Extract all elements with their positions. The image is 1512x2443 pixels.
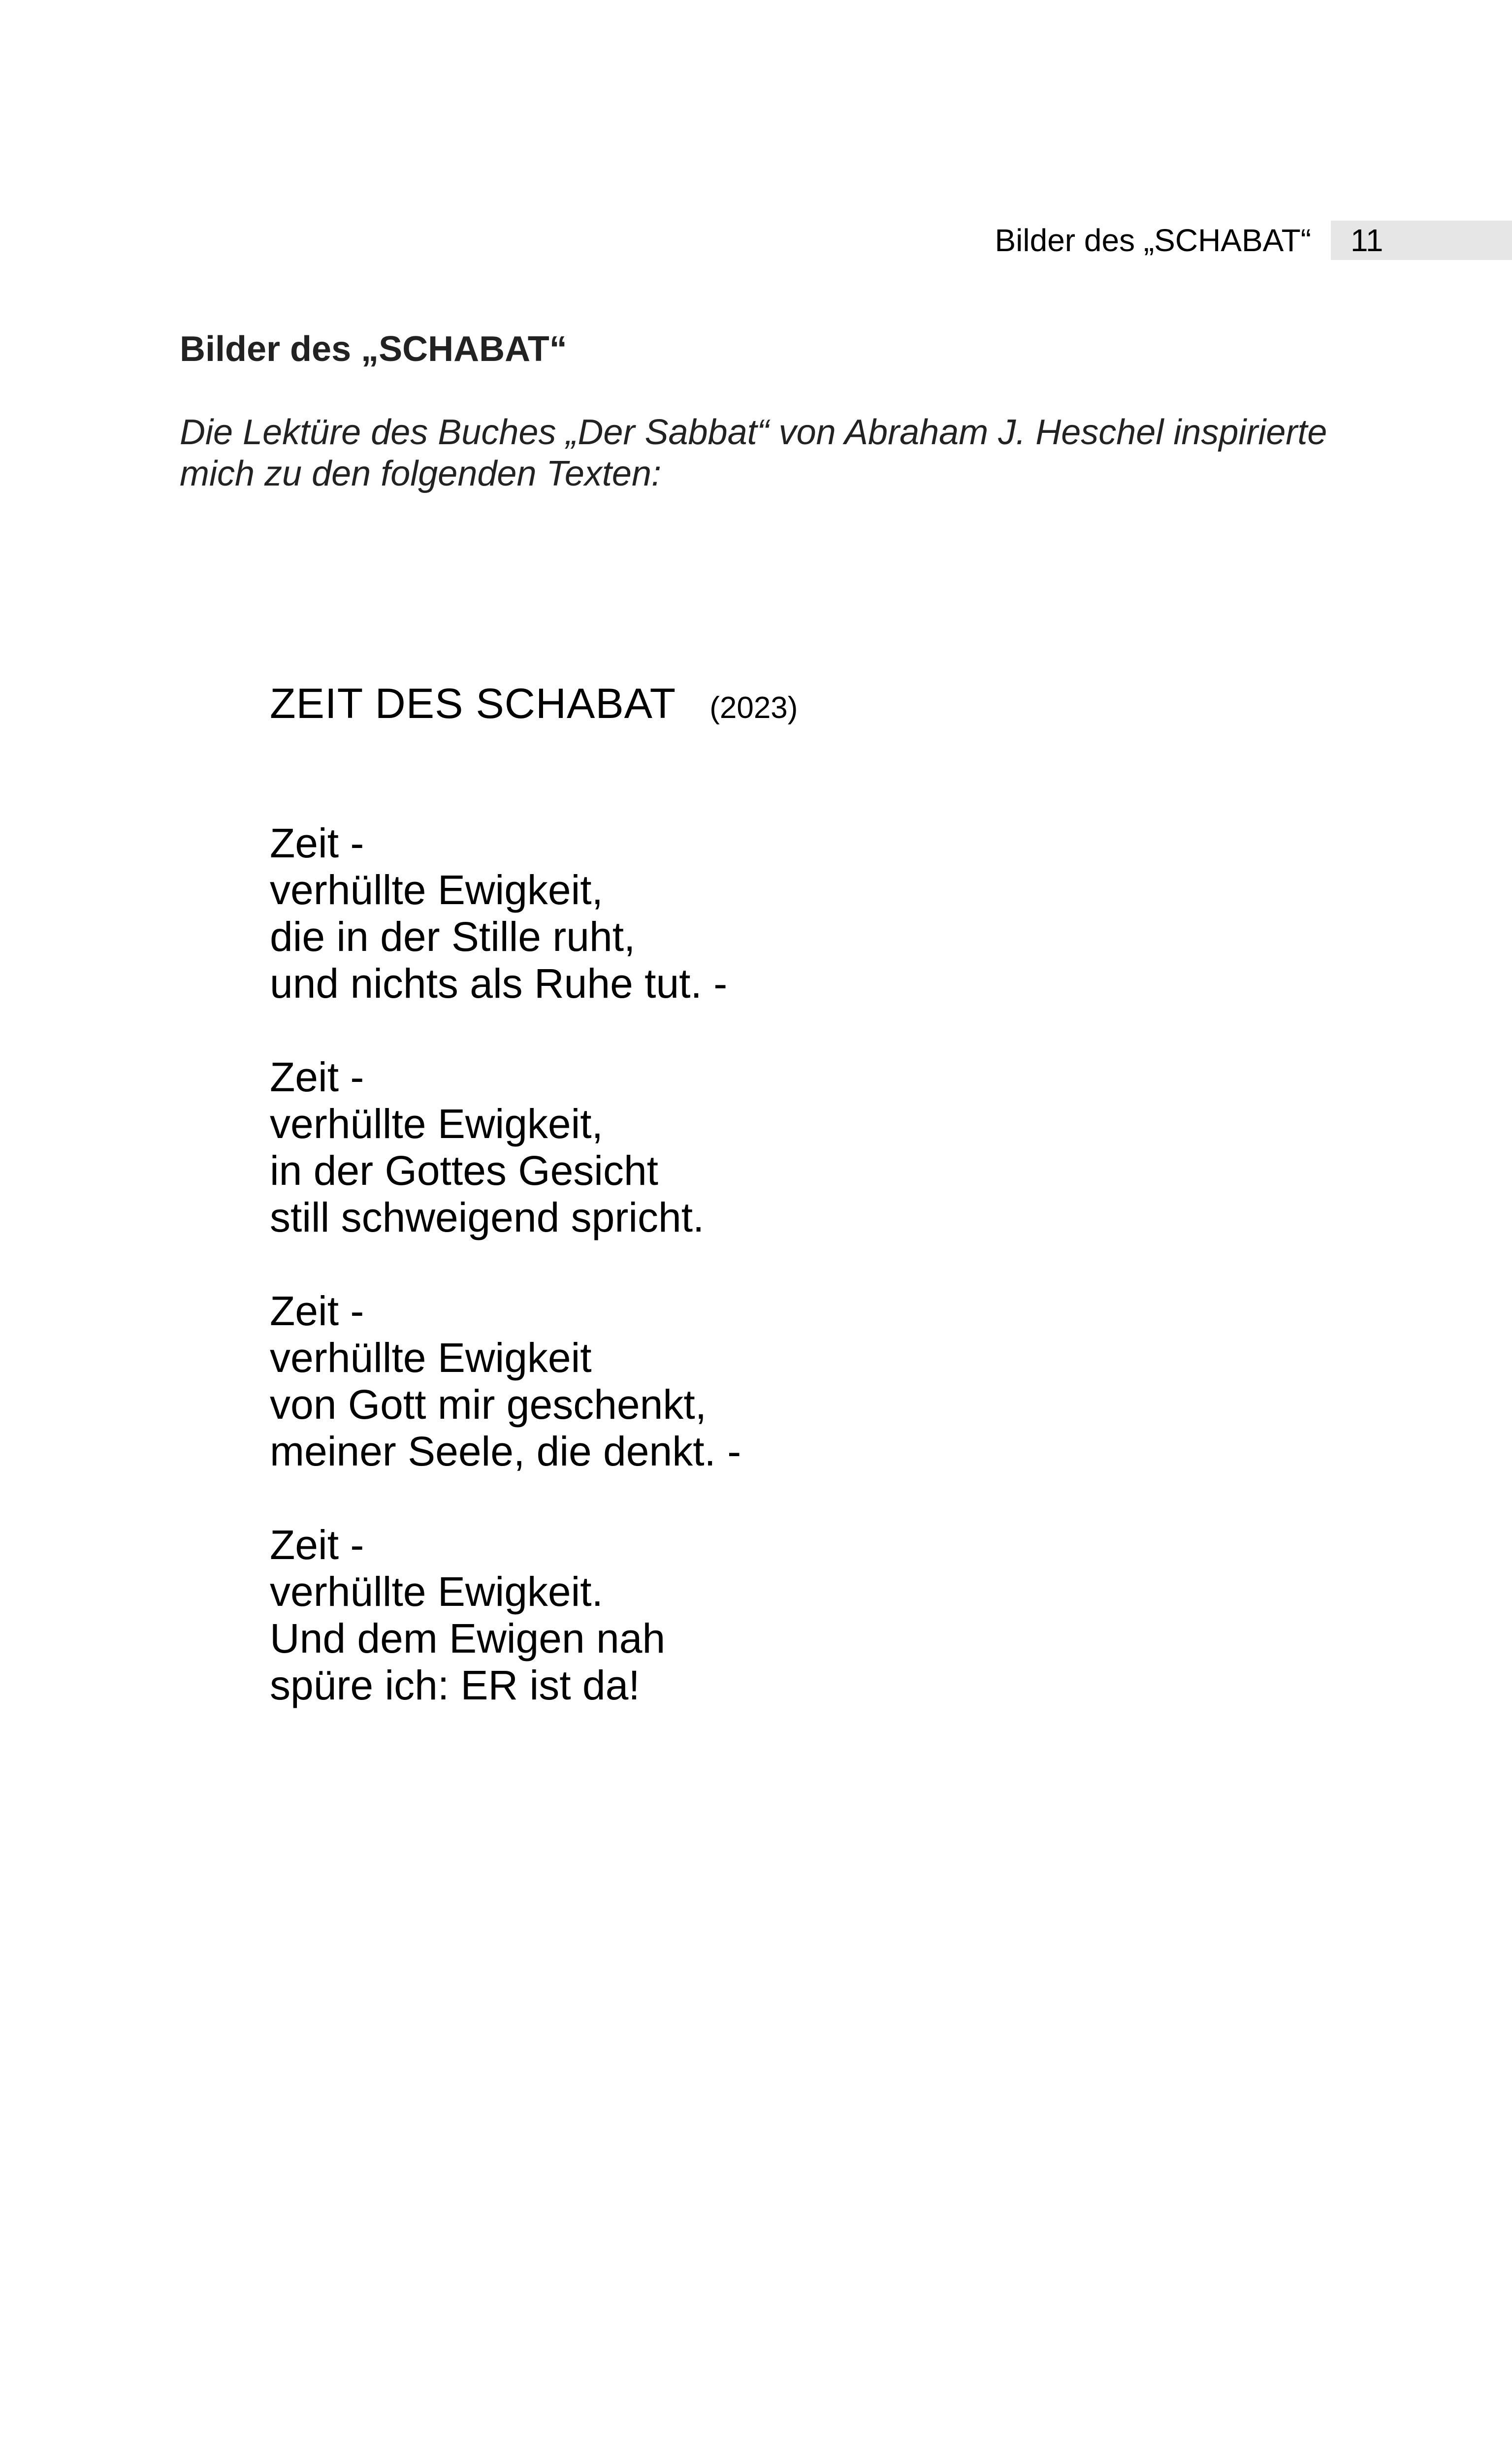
- stanza: [270, 820, 741, 1007]
- poem-title: ZEIT DES SCHABAT: [270, 680, 676, 727]
- poem-line: von Gott mir geschenkt,: [270, 1381, 707, 1428]
- intro-text: Die Lektüre des Buches „Der Sabbat“ von Abraham J. Heschel inspirierte mich zu den folgenden Texten:: [180, 413, 1327, 493]
- poem-line: die in der Stille ruht,: [270, 913, 636, 960]
- poem-year: (2023): [709, 691, 798, 725]
- poem-line: verhüllte Ewigkeit.: [270, 1568, 603, 1615]
- running-title: Bilder des „SCHABAT“: [995, 223, 1311, 258]
- poem-line: verhüllte Ewigkeit,: [270, 1101, 603, 1147]
- running-header: [995, 221, 1512, 260]
- poem-line: Zeit -: [270, 1522, 364, 1568]
- poem-line: verhüllte Ewigkeit,: [270, 867, 603, 913]
- page-number-label: 11: [1351, 223, 1383, 258]
- stanza: [270, 1522, 741, 1709]
- poem-line: verhüllte Ewigkeit: [270, 1335, 592, 1381]
- poem-line: in der Gottes Gesicht: [270, 1147, 659, 1194]
- poem-title-row: [270, 680, 798, 728]
- poem-line: Zeit -: [270, 1288, 364, 1334]
- section-heading: Bilder des „SCHABAT“: [180, 329, 567, 369]
- poem-line: und nichts als Ruhe tut. -: [270, 960, 728, 1007]
- poem-line: Zeit -: [270, 1054, 364, 1100]
- poem-line: still schweigend spricht.: [270, 1194, 705, 1240]
- poem-line: meiner Seele, die denkt. -: [270, 1428, 741, 1474]
- poem-body: [270, 820, 741, 1709]
- poem-line: Und dem Ewigen nah: [270, 1615, 666, 1661]
- stanza: [270, 1288, 741, 1475]
- page-number: [1331, 221, 1512, 260]
- stanza: [270, 1054, 741, 1241]
- poem-line: spüre ich: ER ist da!: [270, 1662, 640, 1708]
- poem-line: Zeit -: [270, 820, 364, 866]
